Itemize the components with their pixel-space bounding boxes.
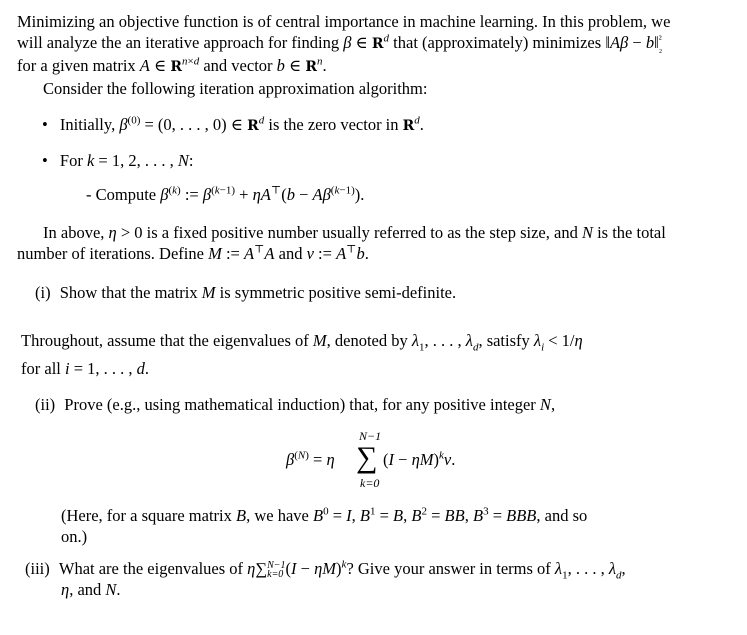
intro-line-1: Minimizing an objective function is of central importance in machine learning. In this problem, we: [17, 12, 671, 31]
sum-lower-limit: k=0: [360, 476, 380, 490]
sum-upper-limit: N−1: [359, 429, 382, 443]
part-ii: (ii) Prove (e.g., using mathematical induction) that, for any positive integer N,: [35, 395, 556, 414]
intro-line-2: will analyze the an iterative approach for finding β ∈ $R^d$ that (approximately) minimizes ‖Aβ − b‖² ₂: [17, 32, 663, 55]
bullet-dot: •: [42, 115, 48, 134]
compute-step: - Compute $\beta^{(k)}$ := $\beta^{(k-1)} + \eta A^⊤(b - A\beta^{(k-1)})$.: [86, 184, 365, 204]
assumption-paragraph: Throughout, assume that the eigenvalues of M, denoted by $\lambda_1$, . . . , $\lambda_d$, satisfy $\lambda_i < 1/\eta$ for all i = 1, . . . , d.: [21, 331, 583, 378]
note-paragraph: (Here, for a square matrix B, we have $B^0 = I$, $B^1 = B$, $B^2$ = BB, $B^3$ = BBB, and so on.): [61, 505, 588, 546]
intro-line-4: Consider the following iteration approximation algorithm:: [43, 79, 428, 98]
bullet-dot: •: [42, 151, 48, 170]
summation-equation: [0, 426, 747, 490]
part-iii: (iii) What are the eigenvalues of η∑N−1 k=0 $(I - \eta M)^k$? Give your answer in terms of $\lambda_1$, . . . , $\lambda_d$, η, and N.: [25, 558, 626, 600]
equation-body: $\beta^{(N)} = \eta$: [286, 449, 335, 469]
bullet-initial: • Initially, $\beta^{(0)} = (0$, . . . , 0) ∈ $R^d$ is the zero vector in $R^d$.: [42, 114, 424, 134]
equation-summand: $(I - \eta M)^kv$.: [383, 449, 456, 469]
bullet-loop: • For k = 1, 2, . . . , N:: [42, 151, 194, 170]
intro-paragraph: [17, 11, 729, 99]
intro-line-3: for a given matrix A ∈ $R^{n\times d}$ and vector b ∈ $R^n$.: [17, 55, 327, 75]
part-i: (i) Show that the matrix M is symmetric positive semi-definite.: [35, 283, 457, 302]
explanation-paragraph: In above, η > 0 is a fixed positive number usually referred to as the step size, and N is the total number of iterations. Define M := A⊤A and v := A⊤b.: [17, 223, 666, 263]
sum-symbol: ∑: [356, 441, 378, 474]
